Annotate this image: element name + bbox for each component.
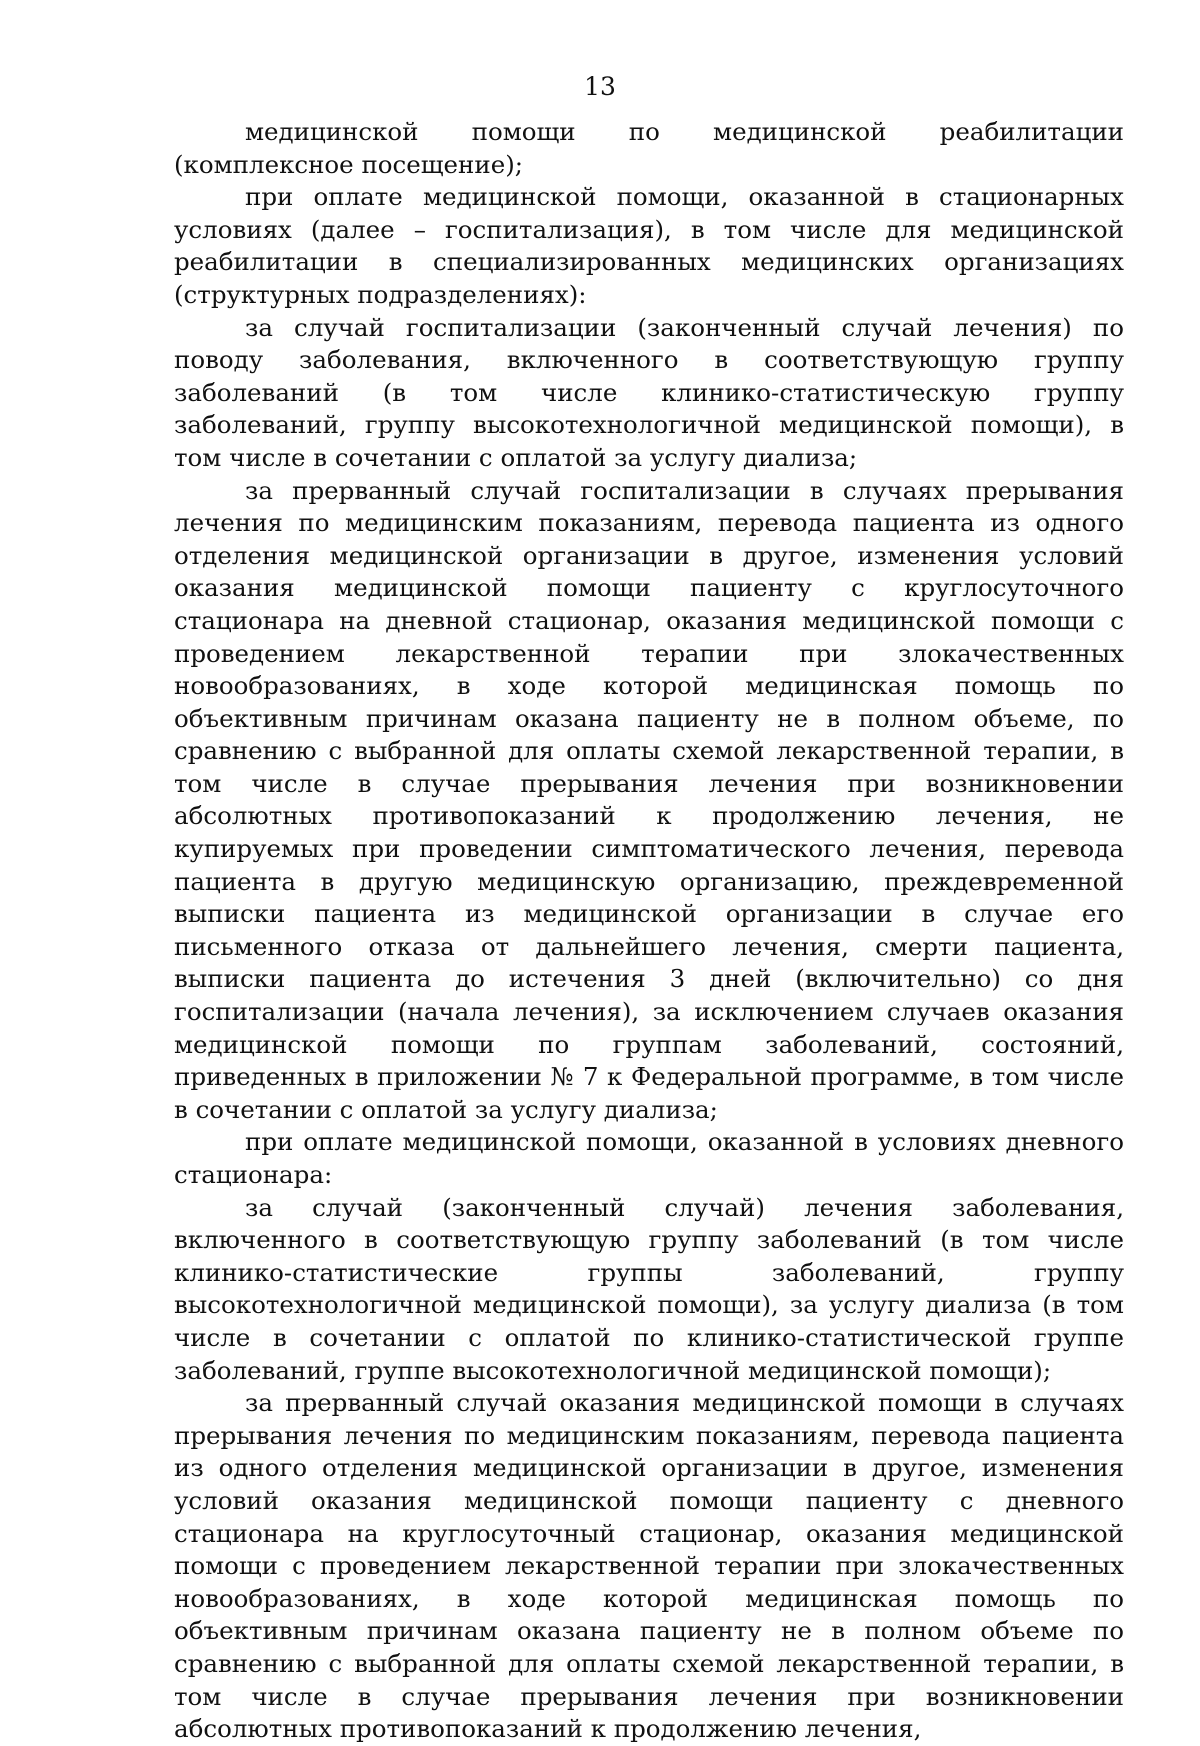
paragraph: за случай (законченный случай) лечения заболевания, включенного в соответствующую группу заболеваний (в том числе клинико-статистические группы заболеваний, группу высокотехнологичной медицинской помощи), за услугу диализа (в том числе в сочетании с оплатой по клинико-статистической группе заболеваний, группе высокотехнологичной медицинской помощи); xyxy=(174,1192,1124,1385)
page-number: 13 xyxy=(584,72,616,101)
paragraph: за прерванный случай госпитализации в случаях прерывания лечения по медицинским показаниям, перевода пациента из одного отделения медицинской организации в другое, изменения условий оказания медицинской помощи пациенту с круглосуточного стационара на дневной стационар, оказания медицинской помощи с проведением лекарственной терапии при злокачественных новообразованиях, в ходе которой медицинская помощь по объективным причинам оказана пациенту не в полном объеме, по сравнению с выбранной для оплаты схемой лекарственной терапии, в том числе в случае прерывания лечения при возникновении абсолютных противопоказаний к продолжению лечения, не купируемых при проведении симптоматического лечения, перевода пациента в другую медицинскую организацию, преждевременной выписки пациента из медицинской организации в случае его письменного отказа от дальнейшего лечения, смерти пациента, выписки пациента до истечения 3 дней (включительно) со дня госпитализации (начала лечения), за исключением случаев оказания медицинской помощи по группам заболеваний, состояний, приведенных в приложении № 7 к Федеральной программе, в том числе в сочетании с оплатой за услугу диализа; xyxy=(174,475,1124,1124)
paragraph: за прерванный случай оказания медицинской помощи в случаях прерывания лечения по медицинским показаниям, перевода пациента из одного отделения медицинской организации в другое, изменения условий оказания медицинской помощи пациенту с дневного стационара на круглосуточный стационар, оказания медицинской помощи с проведением лекарственной терапии при злокачественных новообразованиях, в ходе которой медицинская помощь по объективным причинам оказана пациенту не в полном объеме по сравнению с выбранной для оплаты схемой лекарственной терапии, в том числе в случае прерывания лечения при возникновении абсолютных противопоказаний к продолжению лечения, xyxy=(174,1388,1124,1744)
document-body xyxy=(174,116,1124,1746)
paragraph: за случай госпитализации (законченный случай лечения) по поводу заболевания, включенного в соответствующую группу заболеваний (в том числе клинико-статистическую группу заболеваний, группу высокотехнологичной медицинской помощи), в том числе в сочетании с оплатой за услугу диализа; xyxy=(174,312,1124,472)
paragraph: при оплате медицинской помощи, оказанной в условиях дневного стационара: xyxy=(174,1127,1124,1189)
paragraph: медицинской помощи по медицинской реабилитации (комплексное посещение); xyxy=(174,117,1124,179)
paragraph: при оплате медицинской помощи, оказанной в стационарных условиях (далее – госпитализация), в том числе для медицинской реабилитации в специализированных медицинских организациях (структурных подразделениях): xyxy=(174,182,1124,309)
